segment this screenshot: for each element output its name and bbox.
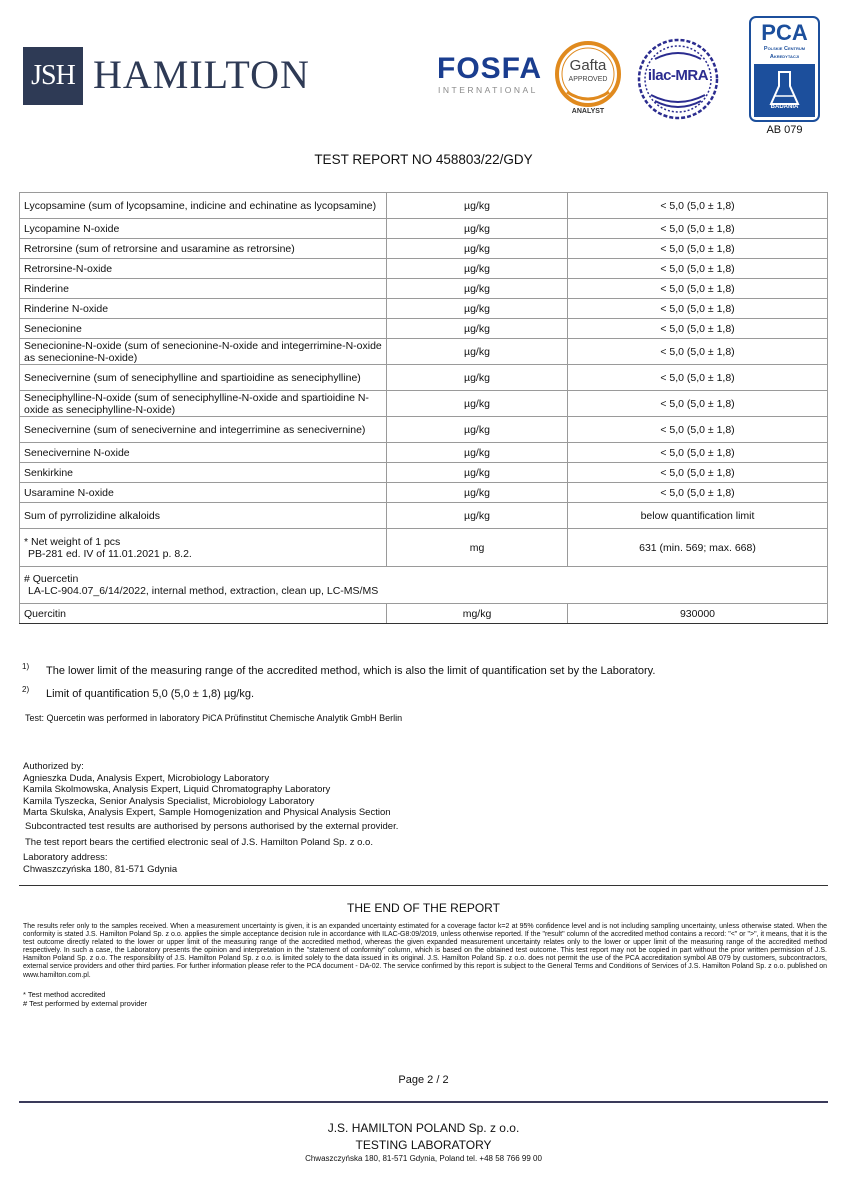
table-row	[20, 259, 828, 279]
analyte-result: < 5,0 (5,0 ± 1,8)	[568, 219, 828, 239]
legend	[23, 990, 147, 1008]
analyte-unit: µg/kg	[387, 299, 568, 319]
table-row	[20, 391, 828, 417]
analyte-result: < 5,0 (5,0 ± 1,8)	[568, 463, 828, 483]
test-note: Test: Quercetin was performed in laboratory PiCA Prüfinstitut Chemische Analytik GmbH Berlin	[25, 713, 403, 723]
analyte-result: < 5,0 (5,0 ± 1,8)	[568, 299, 828, 319]
analyte-result: < 5,0 (5,0 ± 1,8)	[568, 417, 828, 443]
footer-lab: TESTING LABORATORY	[355, 1138, 492, 1152]
analyte-result: < 5,0 (5,0 ± 1,8)	[568, 339, 828, 365]
footnote-mark: 2)	[22, 685, 30, 694]
table-row	[20, 239, 828, 259]
analyte-name: Retrorsine (sum of retrorsine and usaramine as retrorsine)	[20, 239, 387, 259]
analyte-unit: µg/kg	[387, 219, 568, 239]
laboratory-address-heading: Laboratory address:	[23, 852, 108, 863]
table-row-net-weight	[20, 529, 828, 567]
legend-item: # Test performed by external provider	[23, 999, 148, 1008]
fosfa-logo-sub: INTERNATIONAL	[438, 85, 538, 95]
analyte-result: below quantification limit	[568, 503, 828, 529]
analyte-name: Lycopamine N-oxide	[20, 219, 387, 239]
authorized-person: Marta Skulska, Analysis Expert, Sample Homogenization and Physical Analysis Section	[23, 807, 391, 818]
results-table	[19, 192, 828, 624]
net-weight-cell	[20, 529, 387, 567]
footer-address: Chwaszczyńska 180, 81-571 Gdynia, Poland tel. +48 58 766 99 00	[305, 1154, 542, 1163]
analyte-result: < 5,0 (5,0 ± 1,8)	[568, 365, 828, 391]
analyte-unit: µg/kg	[387, 417, 568, 443]
analyte-name: Rinderine	[20, 279, 387, 299]
analyte-name: Senecionine	[20, 319, 387, 339]
gafta-logo	[553, 40, 623, 118]
divider	[19, 885, 828, 886]
report-title: TEST REPORT NO 458803/22/GDY	[314, 152, 533, 167]
footnote-text: Limit of quantification 5,0 (5,0 ± 1,8) µg/kg.	[46, 688, 255, 700]
analyte-name: Senecivernine (sum of seneciphylline and spartioidine as seneciphylline)	[20, 365, 387, 391]
table-row	[20, 319, 828, 339]
analyte-name: Senecivernine N-oxide	[20, 443, 387, 463]
analyte-name: Lycopsamine (sum of lycopsamine, indicine and echinatine as lycopsamine)	[20, 193, 387, 219]
pca-logo-sub-1: Polskie Centrum	[763, 46, 806, 52]
fosfa-logo	[437, 52, 545, 100]
analyte-unit: µg/kg	[387, 443, 568, 463]
authorized-heading: Authorized by:	[23, 761, 84, 772]
authorized-block	[23, 761, 391, 819]
footnote-mark: 1)	[22, 662, 30, 671]
quercetin-method: LA-LC-904.07_6/14/2022, internal method, extraction, clean up, LC-MS/MS	[28, 585, 379, 597]
table-row	[20, 299, 828, 319]
disclaimer-text: The results refer only to the samples received. When a measurement uncertainty is given, it is an expanded uncertainty estimated for a coverage factor k=2 at 95% confidence level and is not including sampling uncertainty, unless otherwise stated. When the conformity is stated J.S. Hamilton Poland Sp. z o.o. applies the simple acceptance decision rule in accordance with ILAC-G8:09/2019, unless otherwise reported. If the "result" column of the accredited method contains a record: "<" or ">", it means, that it is the test outcome directly related to the lower or upper limit of the measuring range of the accredited method, whereas the given expanded measurement uncertainty relates only to the lower or upper limit of the measuring range of the accredited method respectively. In such a case, the Laboratory presents the opinion and interpretation in the "statement of conformity" column, which is based on the obtained test outcome. This test report may not be copied in part without the prior written permission of J.S. Hamilton Poland Sp. z o.o. The responsibility of J.S. Hamilton Poland Sp. z o.o. is limited solely to the data issued in its original. J.S. Hamilton Poland Sp. z o.o. does not permit the use of the PCA accreditation symbol AB 079 by customers, subcontractors, external service providers and other third parties. For further information please refer to the PCA document - DA-02. The service confirmed by this report is subject to the General Terms and Conditions of Services of J.S. Hamilton Poland Sp. z o.o. published on www.hamilton.com.pl.	[23, 923, 827, 979]
hamilton-logo-word: HAMILTON	[93, 52, 310, 97]
table-row	[20, 483, 828, 503]
pca-logo	[749, 16, 820, 136]
analyte-name: Usaramine N-oxide	[20, 483, 387, 503]
analyte-result: < 5,0 (5,0 ± 1,8)	[568, 391, 828, 417]
divider	[19, 1101, 828, 1103]
pca-logo-word: PCA	[761, 20, 808, 45]
analyte-result: < 5,0 (5,0 ± 1,8)	[568, 279, 828, 299]
subcontracted-note: Subcontracted test results are authorised by persons authorised by the external provider.	[25, 821, 399, 832]
table-row	[20, 193, 828, 219]
pca-logo-badania: BADANIA	[770, 104, 799, 110]
table-row	[20, 279, 828, 299]
analyte-result: < 5,0 (5,0 ± 1,8)	[568, 443, 828, 463]
analyte-name: Quercitin	[20, 604, 387, 624]
analyte-unit: µg/kg	[387, 279, 568, 299]
authorized-person: Agnieszka Duda, Analysis Expert, Microbiology Laboratory	[23, 772, 270, 784]
gafta-logo-analyst: ANALYST	[571, 108, 605, 115]
net-weight-method: PB-281 ed. IV of 11.01.2021 p. 8.2.	[28, 547, 192, 560]
table-row	[20, 219, 828, 239]
authorized-person: Kamila Skolmowska, Analysis Expert, Liquid Chromatography Laboratory	[23, 784, 331, 795]
table-row	[20, 443, 828, 463]
analyte-name: Sum of pyrrolizidine alkaloids	[20, 503, 387, 529]
analyte-unit: mg/kg	[387, 604, 568, 624]
laboratory-address-text: Chwaszczyńska 180, 81-571 Gdynia	[23, 863, 178, 875]
analyte-unit: µg/kg	[387, 463, 568, 483]
analyte-unit: µg/kg	[387, 193, 568, 219]
footnote-2	[22, 685, 255, 700]
authorized-person: Kamila Tyszecka, Senior Analysis Specialist, Microbiology Laboratory	[23, 795, 315, 807]
fosfa-logo-word: FOSFA	[437, 52, 543, 85]
quercetin-label: # Quercetin	[24, 573, 79, 585]
analyte-result: < 5,0 (5,0 ± 1,8)	[568, 193, 828, 219]
legend-item: * Test method accredited	[23, 990, 106, 999]
table-row	[20, 365, 828, 391]
analyte-result: < 5,0 (5,0 ± 1,8)	[568, 239, 828, 259]
table-row	[20, 604, 828, 624]
analyte-result: < 5,0 (5,0 ± 1,8)	[568, 319, 828, 339]
analyte-unit: µg/kg	[387, 391, 568, 417]
analyte-name: Retrorsine-N-oxide	[20, 259, 387, 279]
analyte-unit: µg/kg	[387, 319, 568, 339]
seal-note: The test report bears the certified electronic seal of J.S. Hamilton Poland Sp. z o.o.	[25, 837, 373, 848]
ilac-mra-logo-word: ilac-MRA	[647, 67, 709, 84]
analyte-result: < 5,0 (5,0 ± 1,8)	[568, 483, 828, 503]
table-row	[20, 463, 828, 483]
analyte-name: Senecivernine (sum of senecivernine and integerrimine as senecivernine)	[20, 417, 387, 443]
analyte-unit: µg/kg	[387, 239, 568, 259]
laboratory-address	[23, 852, 177, 875]
analyte-name: Senkirkine	[20, 463, 387, 483]
pca-logo-sub-2: Akredytacji	[769, 54, 800, 60]
quercetin-header-cell	[20, 567, 828, 604]
ilac-mra-logo	[637, 37, 719, 122]
page-number: Page 2 / 2	[398, 1074, 449, 1086]
analyte-name: Senecionine-N-oxide (sum of senecionine-N-oxide and integerrimine-N-oxide as senecionine-N-oxide)	[20, 339, 387, 365]
footnote-1	[22, 662, 656, 677]
footer-company: J.S. HAMILTON POLAND Sp. z o.o.	[327, 1121, 520, 1135]
net-weight-label: * Net weight of 1 pcs	[24, 535, 121, 548]
net-weight-unit: mg	[387, 529, 568, 567]
jsh-logo-initials: JSH	[31, 60, 75, 91]
gafta-logo-word: Gafta	[569, 57, 607, 74]
footnote-text: The lower limit of the measuring range of the accredited method, which is also the limit of quantification set by the Laboratory.	[46, 665, 656, 677]
analyte-unit: µg/kg	[387, 339, 568, 365]
analyte-result: < 5,0 (5,0 ± 1,8)	[568, 259, 828, 279]
pca-accreditation-code: AB 079	[766, 124, 803, 136]
analyte-unit: µg/kg	[387, 483, 568, 503]
analyte-name: Rinderine N-oxide	[20, 299, 387, 319]
table-row	[20, 417, 828, 443]
analyte-result: 930000	[568, 604, 828, 624]
table-row-quercetin-header	[20, 567, 828, 604]
table-row	[20, 339, 828, 365]
analyte-name: Seneciphylline-N-oxide (sum of seneciphylline-N-oxide and spartioidine N-oxide as seneciphylline-N-oxide)	[20, 391, 387, 417]
analyte-unit: µg/kg	[387, 503, 568, 529]
table-row	[20, 503, 828, 529]
gafta-logo-sub: APPROVED	[568, 76, 608, 83]
analyte-unit: µg/kg	[387, 365, 568, 391]
end-of-report-title: THE END OF THE REPORT	[347, 901, 500, 915]
analyte-unit: µg/kg	[387, 259, 568, 279]
net-weight-result: 631 (min. 569; max. 668)	[568, 529, 828, 567]
